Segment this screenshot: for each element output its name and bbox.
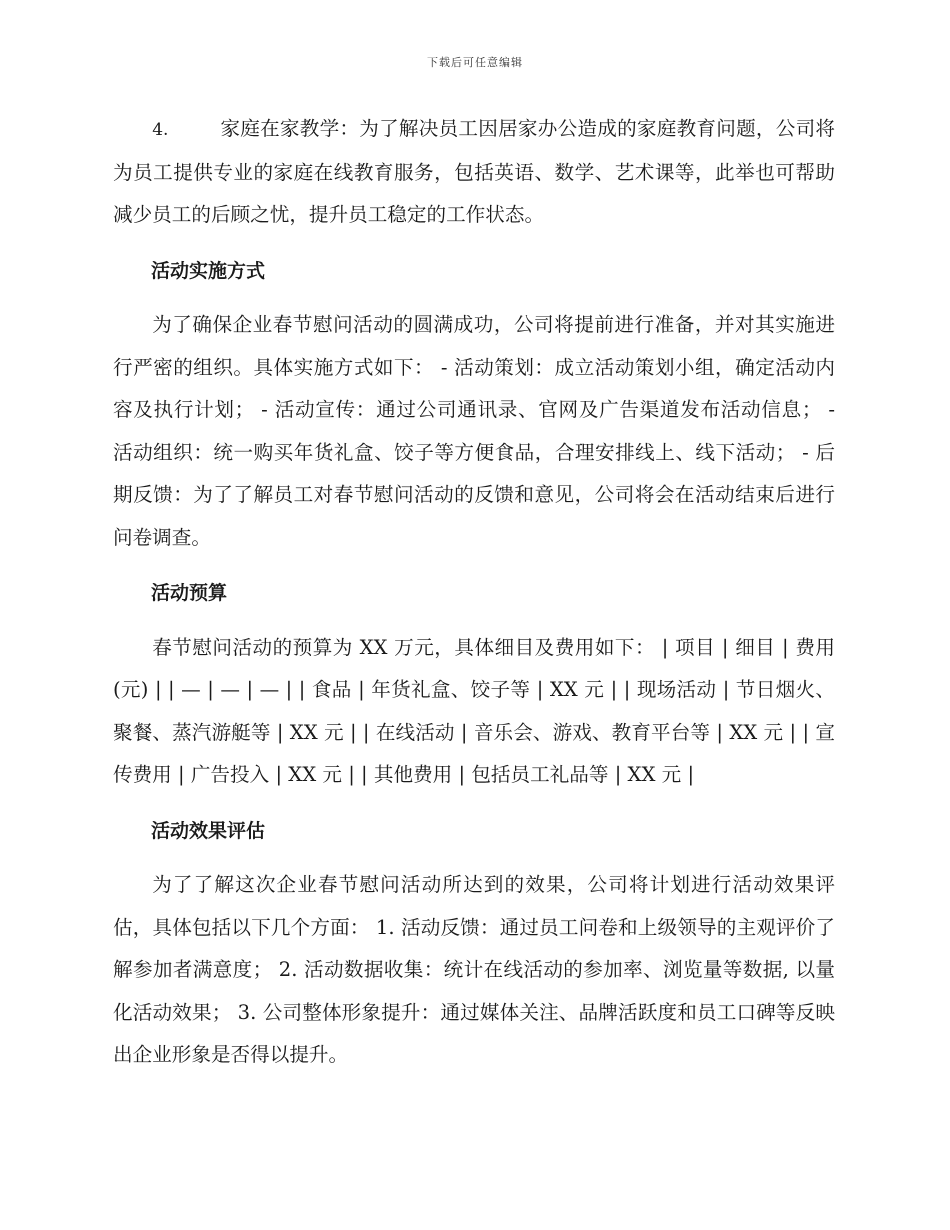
section-body-budget: 春节慰问活动的预算为 XX 万元，具体细目及费用如下： | 项目 | 细目 | 费用(元) | | — | — | — | | 食品 | 年货礼盒、饺子等 | XX 元 | | 现场活动 | 节日烟火、聚餐、蒸汽游艇等 | XX 元 | | 在线活动 | 音乐会、游戏、教育平台等 | XX 元 | | 宣传费用 | 广告投入 | XX 元 | | 其他费用 | 包括员工礼品等 | XX 元 | — [113, 635, 835, 786]
list-item-number: 4. — [152, 120, 169, 140]
list-item-4 — [113, 108, 835, 237]
section-body-evaluation: 为了了解这次企业春节慰问活动所达到的效果，公司将计划进行活动效果评估，具体包括以下几个方面： 1. 活动反馈：通过员工问卷和上级领导的主观评价了解参加者满意度； 2. 活动数据收集：统计在线活动的参加率、浏览量等数据, 以量化活动效果； 3. 公司整体形象提升：通过媒体关注、品牌活跃度和员工口碑等反映出企业形象是否得以提升。 — [113, 873, 835, 1066]
section-body-implementation: 为了确保企业春节慰问活动的圆满成功，公司将提前进行准备，并对其实施进行严密的组织。具体实施方式如下： - 活动策划：成立活动策划小组，确定活动内容及执行计划； - 活动宣传：通过公司通讯录、官网及广告渠道发布活动信息； - 活动组织：统一购买年货礼盒、饺子等方便食品，合理安排线上、线下活动； - 后期反馈：为了了解员工对春节慰问活动的反馈和意见，公司将会在活动结束后进行问卷调查。 — [113, 313, 835, 549]
section-heading-evaluation: 活动效果评估 — [151, 819, 266, 842]
header-note: 下载后可任意编辑 — [427, 56, 523, 69]
section-heading-budget: 活动预算 — [151, 582, 228, 604]
document-body — [113, 108, 835, 1077]
section-heading-implementation: 活动实施方式 — [151, 259, 266, 282]
list-item-text: 家庭在家教学：为了解决员工因居家办公造成的家庭教育问题，公司将为员工提供专业的家庭在线教育服务，包括英语、数学、艺术课等，此举也可帮助减少员工的后顾之忧，提升员工稳定的工作状态。 — [113, 117, 835, 226]
